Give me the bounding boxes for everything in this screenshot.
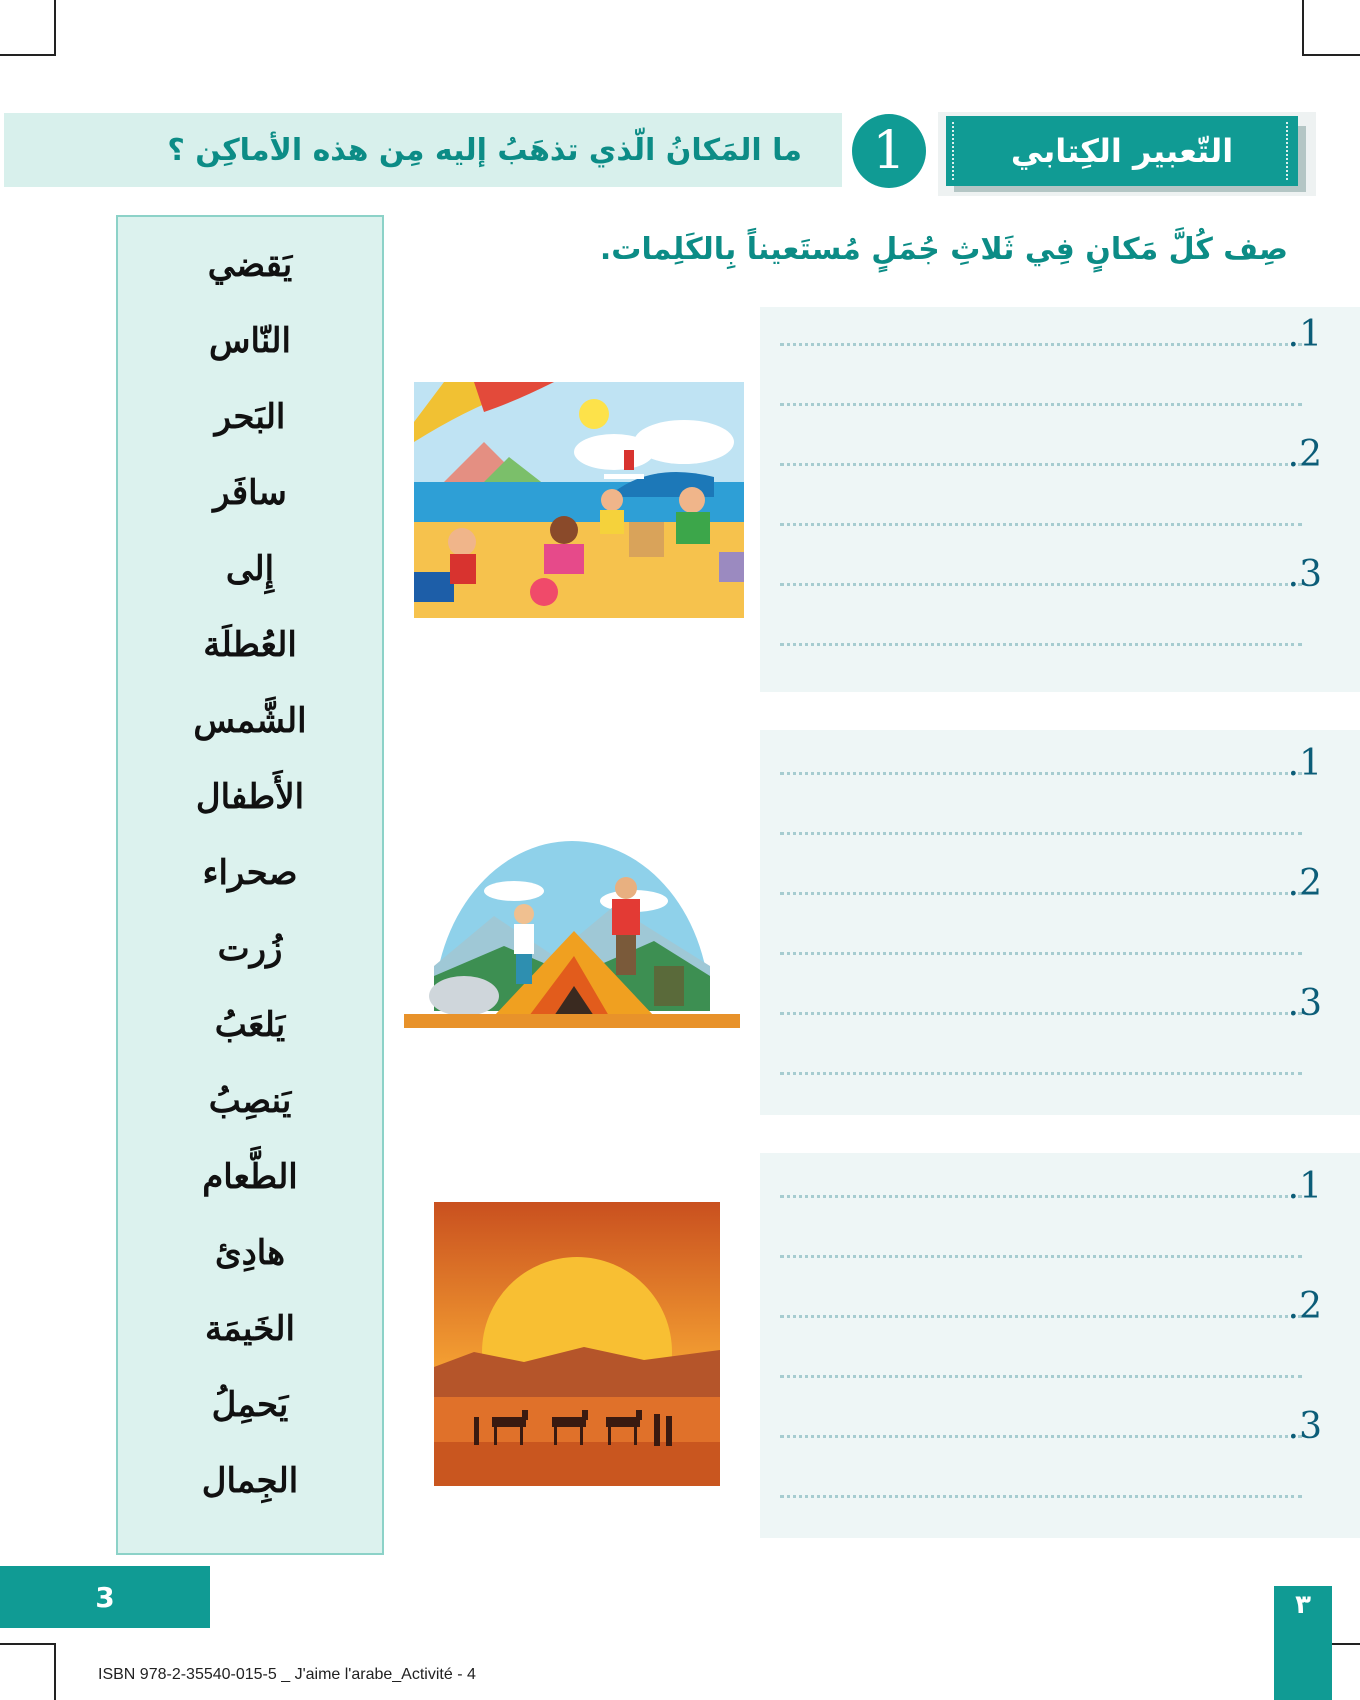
word-bank-item: يَنصِبُ (208, 1081, 292, 1121)
title-banner (938, 112, 1316, 196)
writing-line[interactable] (780, 643, 1302, 646)
word-bank (116, 215, 384, 1555)
word-bank-item: البَحر (214, 397, 286, 437)
line-number: .1 (1287, 314, 1322, 355)
word-bank-item: صحراء (202, 853, 298, 893)
word-bank-item: النّاس (209, 321, 291, 361)
line-number: .2 (1287, 863, 1322, 904)
crop-mark (0, 1643, 54, 1645)
word-bank-item: سافَر (213, 473, 287, 513)
word-bank-item: زُرت (217, 929, 283, 969)
instruction-text: صِف كُلَّ مَكانٍ فِي ثَلاثِ جُمَلٍ مُستَعيناً بِالكَلِمات. (599, 232, 1288, 267)
crop-mark (54, 1643, 56, 1700)
word-bank-item: الشَّمس (193, 701, 307, 741)
writing-line[interactable] (780, 1435, 1302, 1438)
writing-line[interactable] (780, 463, 1302, 466)
word-bank-item: الجِمال (201, 1461, 299, 1501)
line-number: .2 (1287, 434, 1322, 475)
word-bank-item: العُطلَة (203, 625, 297, 665)
writing-line[interactable] (780, 1255, 1302, 1258)
writing-area (760, 1153, 1360, 1538)
exercise-number: 1 (852, 114, 926, 188)
word-bank-item: الخَيمَة (205, 1309, 295, 1349)
isbn-text: ISBN 978-2-35540-015-5 _ J'aime l'arabe_Activité - 4 (98, 1666, 476, 1683)
writing-line[interactable] (780, 1012, 1302, 1015)
writing-line[interactable] (780, 892, 1302, 895)
camping-picture (404, 836, 740, 1028)
writing-line[interactable] (780, 1315, 1302, 1318)
writing-line[interactable] (780, 1072, 1302, 1075)
writing-line[interactable] (780, 1195, 1302, 1198)
crop-mark (1302, 0, 1304, 56)
word-bank-item: الأَطفال (195, 777, 305, 817)
writing-line[interactable] (780, 343, 1302, 346)
writing-line[interactable] (780, 523, 1302, 526)
word-bank-item: يَلعَبُ (214, 1005, 286, 1045)
crop-mark (0, 54, 54, 56)
line-number: .3 (1287, 983, 1322, 1024)
word-bank-item: يَحمِلُ (211, 1385, 289, 1425)
page-title: التّعبير الكِتابي (1010, 132, 1234, 170)
crop-mark (54, 0, 56, 56)
page-number-left: 3 (0, 1566, 210, 1628)
question-bar (4, 113, 842, 187)
crop-mark (1302, 54, 1360, 56)
writing-line[interactable] (780, 1495, 1302, 1498)
question-text: ما المَكانُ الّذي تذهَبُ إليه مِن هذه الأماكِن ؟ (167, 132, 802, 168)
line-number: .1 (1287, 1166, 1322, 1207)
title-box (946, 116, 1298, 186)
writing-area (760, 730, 1360, 1115)
line-number: .2 (1287, 1286, 1322, 1327)
desert-picture (434, 1202, 720, 1486)
word-bank-item: هادِئ (214, 1233, 286, 1273)
word-bank-item: يَقضي (207, 245, 293, 285)
writing-line[interactable] (780, 952, 1302, 955)
writing-line[interactable] (780, 832, 1302, 835)
word-bank-item: إِلى (225, 549, 275, 589)
word-bank-item: الطَّعام (202, 1157, 298, 1197)
line-number: .3 (1287, 554, 1322, 595)
writing-line[interactable] (780, 1375, 1302, 1378)
page-number-right: ٣ (1274, 1586, 1332, 1700)
writing-line[interactable] (780, 583, 1302, 586)
line-number: .1 (1287, 743, 1322, 784)
line-number: .3 (1287, 1406, 1322, 1447)
writing-line[interactable] (780, 772, 1302, 775)
writing-area (760, 307, 1360, 692)
beach-picture (414, 382, 744, 618)
writing-line[interactable] (780, 403, 1302, 406)
